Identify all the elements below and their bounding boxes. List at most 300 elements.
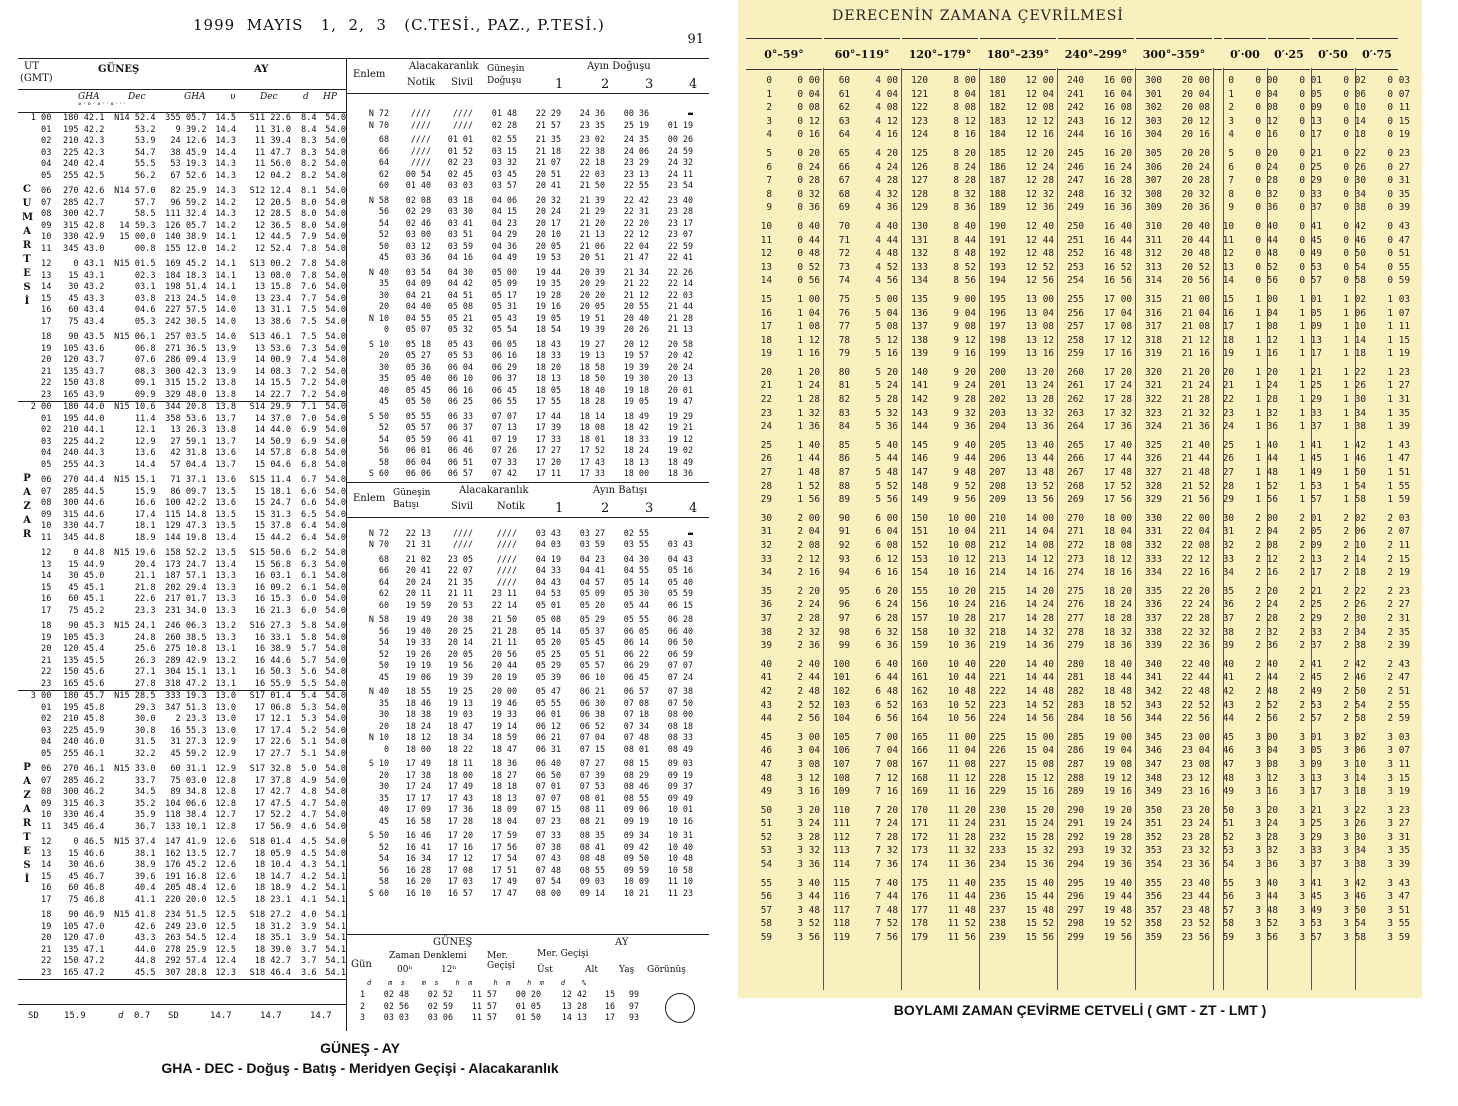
cell: 13.0 (215, 714, 237, 724)
cell: 17 33 (579, 468, 605, 478)
sun-moon-row (18, 378, 346, 390)
cell: 18 18 (491, 781, 517, 791)
cell: 03 (41, 725, 52, 736)
cell: 12.7 (215, 810, 237, 820)
cell: 16 38.9 (254, 644, 292, 654)
cell: 56 (378, 206, 389, 216)
cell: 126 05.7 (165, 220, 207, 231)
sun-moon-row (18, 209, 346, 221)
cell: 02 52 (427, 989, 453, 999)
cell: 90 46.9 (68, 910, 105, 920)
conversion-row: 48 3 12 108 7 12 168 11 12 228 15 12 288 19 12 348 23 12 48 3 12 3 13 3 14 3 15 (760, 772, 1410, 784)
cell: 17 28 (447, 815, 473, 826)
cell: 00 54 (405, 168, 431, 179)
cell: 344 20.8 (165, 402, 207, 412)
cell: 21 28 (667, 312, 693, 323)
cell: 24 06 (623, 145, 649, 156)
cell: S18 01.4 (249, 837, 292, 847)
cell: 54.1 (325, 894, 346, 905)
cell: 16 34 (405, 853, 431, 863)
cell: 7.2 (301, 378, 317, 388)
cell: 05 54 (491, 324, 517, 334)
cell: 13 38.6 (254, 316, 292, 327)
cell: 45 43.3 (68, 293, 105, 304)
conversion-row: 1 0 04 61 4 04 121 8 04 181 12 04 241 16 04 301 20 04 1 0 04 0 05 0 06 0 07 (766, 88, 1410, 100)
sun-moon-row (18, 475, 346, 487)
cell: 54.0 (325, 725, 346, 736)
conversion-column-header: 300°–359° (1136, 38, 1212, 70)
cell: 14.5 (215, 113, 237, 123)
set-row (347, 781, 709, 793)
cell: 19 13 (579, 350, 605, 360)
cell: 54.0 (325, 678, 346, 689)
cell: 17 49 (447, 781, 473, 791)
cell: 21 02 (405, 553, 431, 564)
cell: 24 35 (623, 134, 649, 144)
cell: 20 00 (491, 686, 517, 696)
cell: 20 53 (447, 599, 473, 610)
cell: 05 40 (667, 576, 693, 587)
cell: 20 51 (579, 252, 605, 262)
cell: 165 43.9 (63, 389, 105, 400)
cell: 06 14 (623, 637, 649, 647)
cell: 03 (41, 436, 52, 447)
cell: 03.1 (134, 282, 156, 292)
cell: 09 59 (623, 864, 649, 875)
cell: S15 11.4 (249, 475, 292, 485)
cell: 25 19 (623, 119, 649, 130)
cell: //// (452, 527, 473, 538)
cell: 54.0 (325, 436, 346, 447)
cell: 4.5 (301, 837, 317, 847)
cell: 12.9 (215, 748, 237, 759)
cell: 21.8 (134, 582, 156, 593)
cell: 06 45 (491, 384, 517, 395)
cell: 300 46.2 (63, 787, 105, 797)
cell: 19 03 (447, 709, 473, 719)
cell: 18 24 (623, 445, 649, 455)
cell: 54.0 (325, 486, 346, 497)
cell: 20 (41, 355, 52, 365)
cell: 27.8 (134, 678, 156, 689)
cell: 270 46.1 (63, 764, 105, 774)
cell: 17 11 (535, 468, 561, 478)
cell: 191 16.8 (165, 871, 207, 882)
cell: 21 13 (579, 229, 605, 239)
twilight-header: Alacakaranlık (409, 61, 479, 72)
cell: 06 04 (447, 361, 473, 372)
cell: 52 (378, 648, 389, 659)
cell: 6.1 (301, 571, 317, 581)
cell: 60 43.4 (68, 305, 105, 315)
cell: 57.7 (134, 197, 156, 208)
cell: 23 07 (667, 229, 693, 239)
cell: 58 (378, 876, 389, 886)
cell: 17 09 (405, 804, 431, 814)
cell: N 40 (368, 266, 389, 277)
cell: 42.6 (134, 921, 156, 932)
cell: 54.0 (325, 559, 346, 570)
day-block-3 (18, 691, 346, 980)
cell: 257 03.5 (165, 332, 207, 342)
cell: 33.7 (134, 775, 156, 786)
civil-header: Sivil (451, 77, 474, 88)
conversion-row: 10 0 40 70 4 40 130 8 40 190 12 40 250 16 40 310 20 40 10 0 40 0 41 0 42 0 43 (760, 220, 1410, 232)
cell: 07 48 (535, 864, 561, 875)
cell: 07 13 (491, 422, 517, 432)
cell: 21 28 (491, 625, 517, 636)
sun-moon-row (18, 460, 346, 472)
cell: //// (452, 108, 473, 118)
cell: 21 18 (535, 145, 561, 156)
cell: 315 44.6 (63, 509, 105, 520)
rise-row (347, 313, 709, 325)
cell: 06 (41, 186, 52, 196)
cell: 03 51 (447, 229, 473, 239)
cell: 263 54.5 (165, 933, 207, 943)
sun-moon-row (18, 571, 346, 583)
cell: 18.1 (134, 521, 156, 531)
cell: 06 37 (447, 422, 473, 432)
cell: 17 27.7 (254, 748, 292, 759)
cell: 06 57 (447, 468, 473, 478)
cell: 54.0 (325, 355, 346, 365)
cell: 05 32 (447, 324, 473, 334)
cell: 11 (41, 532, 52, 543)
cell: 24 32 (667, 157, 693, 167)
cell: 07 07 (535, 792, 561, 803)
cell: 15 43.1 (68, 270, 105, 281)
cell: 13.0 (215, 725, 237, 736)
cell: 06 50 (535, 769, 561, 780)
cell: S 60 (368, 887, 389, 898)
cell: 34.5 (134, 787, 156, 797)
set-row (347, 637, 709, 649)
cell: 54.0 (325, 459, 346, 470)
cell: 255 42.5 (63, 170, 105, 181)
cell: 09 34 (623, 830, 649, 840)
sun-moon-row (18, 776, 346, 788)
cell: 08 (41, 787, 52, 797)
almanac-header (18, 8, 710, 56)
cell: 13.7 (215, 459, 237, 470)
cell: 15 56.8 (254, 559, 292, 570)
cell: 10 (41, 232, 52, 242)
cell: 00 26 (667, 134, 693, 144)
cell: 20 41 (535, 180, 561, 190)
cell: 54.0 (325, 243, 346, 254)
cell: 03 41 (447, 217, 473, 228)
cell: 19 39 (579, 324, 605, 334)
cell: 14.3 (215, 159, 237, 169)
cell: 220 20.0 (165, 894, 207, 905)
cell: 08 (41, 209, 52, 219)
cell: 240 46.0 (63, 737, 105, 747)
cell: 04 (41, 737, 52, 747)
conversion-column-header: 120°–179° (902, 38, 978, 70)
cell: 14.2 (215, 220, 237, 231)
cell: 6.0 (301, 594, 317, 604)
cell: 54.0 (325, 702, 346, 713)
set-row (347, 770, 709, 782)
rise-row (347, 457, 709, 469)
cell: 54.0 (325, 691, 346, 701)
cell: 5.8 (301, 632, 317, 643)
cell: 20 05 (535, 240, 561, 251)
cell: S 10 (368, 338, 389, 349)
cell: 06 28 (667, 614, 693, 624)
cell: 4.2 (301, 883, 317, 893)
cell: 40.4 (134, 883, 156, 893)
cell: 07 34 (623, 720, 649, 731)
cell: 18 10.4 (254, 860, 292, 870)
cell: 11 39.4 (254, 136, 292, 146)
cell: 20 24 (405, 576, 431, 587)
cell: 04 29 (491, 229, 517, 239)
cell: 21 47 (623, 252, 649, 262)
conversion-row: 30 2 00 90 6 00 150 10 00 210 14 00 270 18 00 330 22 00 30 2 00 2 01 2 02 2 03 (760, 512, 1410, 524)
cell: 54.0 (325, 848, 346, 859)
cell: 54.1 (325, 921, 346, 932)
cell: 18 47 (447, 720, 473, 731)
cell: 36.7 (134, 821, 156, 832)
cell: 18 24 (405, 720, 431, 731)
cell: 08 55 (579, 864, 605, 875)
cell: 06 05 (623, 625, 649, 636)
sun-moon-row (18, 968, 346, 980)
cell: N15 06.1 (114, 332, 156, 342)
cell: 358 53.6 (165, 413, 207, 424)
conversion-row: 19 1 16 79 5 16 139 9 16 199 13 16 259 17 16 319 21 16 19 1 16 1 17 1 18 1 19 (760, 348, 1410, 360)
cell: 05 45 (405, 384, 431, 395)
cell: 19 05 (535, 312, 561, 323)
cell: 20 51 (535, 168, 561, 179)
cell: 04 30 (623, 553, 649, 564)
cell: 5.6 (301, 667, 317, 677)
conversion-row: 26 1 44 86 5 44 146 9 44 206 13 44 266 17 44 326 21 44 26 1 44 1 45 1 46 1 47 (760, 453, 1410, 465)
cell: 38 45.9 (170, 147, 207, 158)
rise-row (347, 267, 709, 279)
v-header: υ (230, 92, 236, 102)
cell: 04 51 (447, 289, 473, 300)
cell: 06 45 (623, 671, 649, 682)
cell: 278 25.9 (165, 944, 207, 955)
cell: 45 59.2 (170, 748, 207, 759)
cell: 11 (41, 821, 52, 832)
cell: 05 29 (535, 660, 561, 670)
conversion-row: 49 3 16 109 7 16 169 11 16 229 15 16 289 19 16 349 23 16 49 3 16 3 17 3 18 3 19 (760, 786, 1410, 798)
day-name-label: C U M A R T E S İ (22, 184, 34, 307)
cell: 20 55 (623, 301, 649, 311)
cell: 12.7 (215, 848, 237, 859)
cell: 330 42.9 (63, 232, 105, 242)
cell: 18 20 (535, 361, 561, 372)
cell: 111 32.4 (165, 209, 207, 219)
cell: 12.6 (215, 837, 237, 847)
cell: 17 52 (579, 445, 605, 455)
cell: 14.3 (215, 186, 237, 196)
cell: 20 05 (447, 648, 473, 659)
conversion-row: 57 3 48 117 7 48 177 11 48 237 15 48 297 19 48 357 23 48 57 3 48 3 49 3 50 3 51 (760, 904, 1410, 916)
cell: 12 36.5 (254, 220, 292, 231)
cell: 22.6 (134, 594, 156, 604)
cell: 15 (604, 989, 615, 999)
cell: 24.8 (134, 632, 156, 643)
cell: 115 14.8 (165, 509, 207, 520)
cell: 07 54 (535, 876, 561, 886)
cell: 20 (41, 644, 52, 654)
cell: 54.1 (325, 933, 346, 943)
cell: 54.1 (325, 944, 346, 955)
cell: 54.0 (325, 209, 346, 219)
conversion-row: 29 1 56 89 5 56 149 9 56 209 13 56 269 17 56 329 21 56 29 1 56 1 57 1 58 1 59 (760, 494, 1410, 506)
cell: 22 41 (667, 252, 693, 262)
cell: 18 55 (405, 686, 431, 696)
cell: 05 31 (491, 301, 517, 311)
cell: 03 00 (405, 229, 431, 239)
cell: 8.3 (301, 136, 317, 146)
sunrise-header: Güneşin Doğuşu (487, 64, 525, 86)
cell: 17 06.8 (254, 702, 292, 713)
cell: 21 11 (491, 637, 517, 647)
cell: 06 05 (491, 338, 517, 349)
set-row (347, 732, 709, 744)
cell: 16 03.1 (254, 571, 292, 581)
cell: 30.8 (134, 725, 156, 736)
cell: 54.0 (325, 737, 346, 747)
cell: 54.0 (325, 632, 346, 643)
cell: 09 14 (579, 887, 605, 898)
cell: 32.2 (134, 748, 156, 759)
cell: 6.3 (301, 559, 317, 570)
cell: 165 45.6 (63, 678, 105, 689)
cell: 54.0 (325, 498, 346, 508)
cell: 23 (41, 389, 52, 400)
cell: 09 42 (623, 841, 649, 852)
cell: 06 04 (405, 456, 431, 467)
day-name-label: P A Z A R T E S İ (22, 762, 32, 885)
cell: 90 45.3 (68, 621, 105, 631)
cell: 15 46.6 (68, 848, 105, 859)
conversion-row: 46 3 04 106 7 04 166 11 04 226 15 04 286 19 04 346 23 04 46 3 04 3 05 3 06 3 07 (760, 745, 1410, 757)
cell: 06 57 (623, 686, 649, 696)
cell: 14 13 (561, 1012, 587, 1022)
cell: 17.4 (134, 509, 156, 520)
set-row (347, 614, 709, 626)
cell: 14 44.0 (254, 425, 292, 435)
cell: 54 (378, 853, 389, 863)
conversion-row: 2 0 08 62 4 08 122 8 08 182 12 08 242 16 08 302 20 08 2 0 08 0 09 0 10 0 11 (766, 102, 1410, 114)
cell: 5.7 (301, 644, 317, 654)
cell: 54.0 (325, 259, 346, 269)
sun-moon-row (18, 271, 346, 283)
cell: 15 24.7 (254, 498, 292, 508)
cell: 01 (41, 124, 52, 135)
cell: 14.0 (215, 293, 237, 304)
cell: 20 17 (535, 217, 561, 228)
sun-moon-row (18, 232, 346, 244)
cell: 06 55 (491, 396, 517, 406)
cell: //// (452, 539, 473, 549)
cell: 21 13 (667, 324, 693, 334)
cell: 08 49 (667, 743, 693, 754)
cell: 19 06 (405, 671, 431, 682)
cell: //// (410, 145, 431, 156)
cell: 20 (41, 933, 52, 943)
cell: 06 (41, 764, 52, 774)
cell: 45 (378, 815, 389, 826)
cell: 04 19 (535, 553, 561, 564)
cell: 05 (41, 748, 52, 759)
meridian-passage-table: Gün GÜNEŞ Zaman Denklemi 00ʰ 12ʰ Mer. Geçişi AY Mer. Geçişi Üst Alt Yaş Görünüş d m s m s h m h m h m d % 1 02 48 02 52 11 57 00 20 12 42 15 99 2 02 56 02 59 11 57 01 05 13 28 16 97 3 03 03 03 06 11 57 01 50 14 13 17 93 (347, 934, 709, 1031)
cell: 17 33 (535, 433, 561, 444)
cell: 22 (41, 378, 52, 388)
cell: 05 29 (579, 614, 605, 624)
set-row (347, 853, 709, 865)
cell: 11 23 (667, 887, 693, 898)
cell: 10 (41, 810, 52, 820)
cell: 03 27 (579, 527, 605, 538)
cell: 13.0 (215, 702, 237, 713)
cell: 15 31.3 (254, 509, 292, 520)
conversion-row: 12 0 48 72 4 48 132 8 48 192 12 48 252 16 48 312 20 48 12 0 48 0 49 0 50 0 51 (760, 248, 1410, 260)
cell: 07 26 (491, 445, 517, 455)
cell: 187 57.1 (165, 571, 207, 581)
cell: 17 12 (447, 853, 473, 863)
cell: 12.9 (134, 436, 156, 447)
rise-row (347, 324, 709, 336)
cell: 7.2 (301, 366, 317, 377)
cell: 12.9 (215, 764, 237, 774)
cell: N 70 (368, 539, 389, 549)
cell: 11 10 (667, 876, 693, 886)
moonset-header: Ayın Batışı (593, 484, 648, 496)
cell: 08 01 (579, 792, 605, 803)
cell: 54.0 (325, 821, 346, 832)
cell: 16 10 (405, 887, 431, 898)
cell: 22 07 (447, 565, 473, 575)
cell: 14.2 (215, 243, 237, 254)
cell: 05 20 (579, 599, 605, 610)
conversion-row: 36 2 24 96 6 24 156 10 24 216 14 24 276 18 24 336 22 24 36 2 24 2 25 2 26 2 27 (760, 599, 1410, 611)
conversion-row: 13 0 52 73 4 52 133 8 52 193 12 52 253 16 52 313 20 52 13 0 52 0 53 0 54 0 55 (760, 261, 1410, 273)
cell: 6.2 (301, 548, 317, 558)
cell: 105 45.3 (63, 632, 105, 643)
cell: 11.4 (134, 413, 156, 424)
cell: 05 27 (405, 350, 431, 360)
cell: 21 31 (405, 539, 431, 549)
cell: 23 17 (667, 217, 693, 228)
sun-moon-row (18, 872, 346, 884)
cell: 04 16 (447, 252, 473, 262)
cell: 14 08.3 (254, 366, 292, 377)
cell: 22 13 (405, 527, 431, 538)
cell: 133 10.1 (165, 821, 207, 832)
cell: 52 (378, 841, 389, 852)
cell: 144 19.8 (165, 532, 207, 543)
cell: 19 51 (579, 312, 605, 323)
cell: 13.1 (215, 644, 237, 654)
cell: 01 52 (447, 145, 473, 156)
cell: 09 (41, 798, 52, 809)
cell: //// (410, 119, 431, 130)
cell: 14 (41, 282, 52, 292)
cell: 4.0 (301, 910, 317, 920)
sun-moon-row (18, 510, 346, 522)
cell: 19 30 (623, 373, 649, 383)
cell: 12.6 (215, 883, 237, 893)
sun-moon-row (18, 136, 346, 148)
